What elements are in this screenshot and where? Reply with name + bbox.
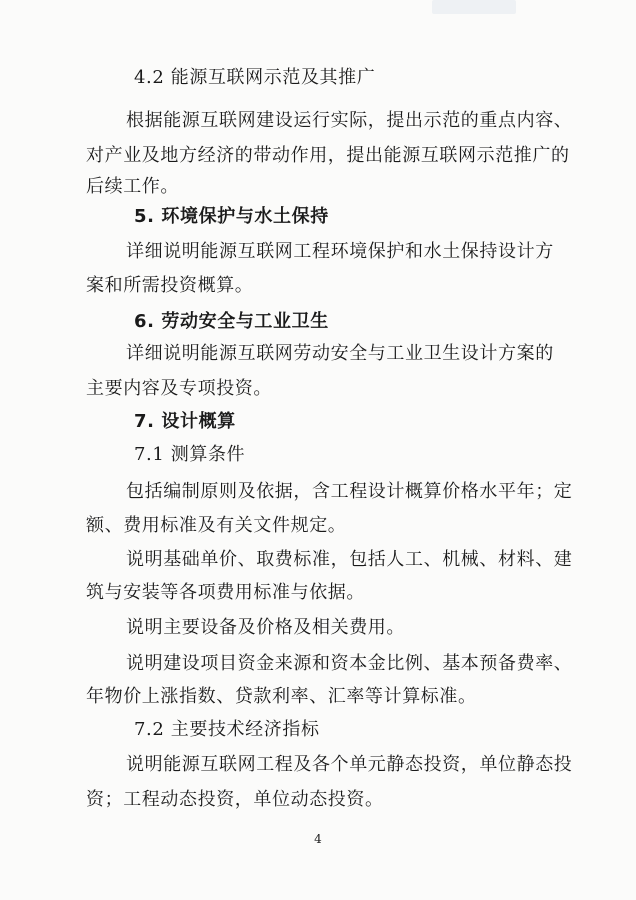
paragraph-line: 根据能源互联网建设运行实际，提出示范的重点内容、 — [126, 110, 573, 131]
heading-7: 7. 设计概算 — [134, 411, 236, 432]
scan-artifact — [432, 0, 516, 14]
paragraph-line: 说明能源互联网工程及各个单元静态投资，单位静态投 — [126, 754, 573, 775]
paragraph-line: 说明基础单价、取费标准，包括人工、机械、材料、建 — [126, 549, 573, 570]
paragraph-line: 对产业及地方经济的带动作用，提出能源互联网示范推广的 — [86, 145, 570, 166]
paragraph-line: 年物价上涨指数、贷款利率、汇率等计算标准。 — [86, 686, 477, 707]
paragraph-line: 包括编制原则及依据，含工程设计概算价格水平年；定 — [126, 481, 573, 502]
page-number: 4 — [314, 832, 322, 846]
paragraph-line: 案和所需投资概算。 — [86, 275, 254, 296]
paragraph-line: 后续工作。 — [86, 176, 179, 197]
paragraph-line: 资；工程动态投资，单位动态投资。 — [86, 789, 384, 810]
paragraph-line: 说明建设项目资金来源和资本金比例、基本预备费率、 — [126, 653, 573, 674]
subheading-7-1: 7.1 测算条件 — [134, 444, 246, 465]
paragraph-line: 主要内容及专项投资。 — [86, 378, 272, 399]
paragraph-line: 详细说明能源互联网劳动安全与工业卫生设计方案的 — [126, 343, 554, 364]
paragraph-line: 额、费用标准及有关文件规定。 — [86, 515, 347, 536]
paragraph-line: 详细说明能源互联网工程环境保护和水土保持设计方 — [126, 241, 554, 262]
paragraph-line: 筑与安装等各项费用标准与依据。 — [86, 582, 365, 603]
heading-5: 5. 环境保护与水土保持 — [134, 206, 329, 227]
subheading-7-2: 7.2 主要技术经济指标 — [134, 719, 320, 740]
subheading-4-2: 4.2 能源互联网示范及其推广 — [134, 67, 376, 88]
heading-6: 6. 劳动安全与工业卫生 — [134, 311, 329, 332]
paragraph-line: 说明主要设备及价格及相关费用。 — [126, 617, 405, 638]
